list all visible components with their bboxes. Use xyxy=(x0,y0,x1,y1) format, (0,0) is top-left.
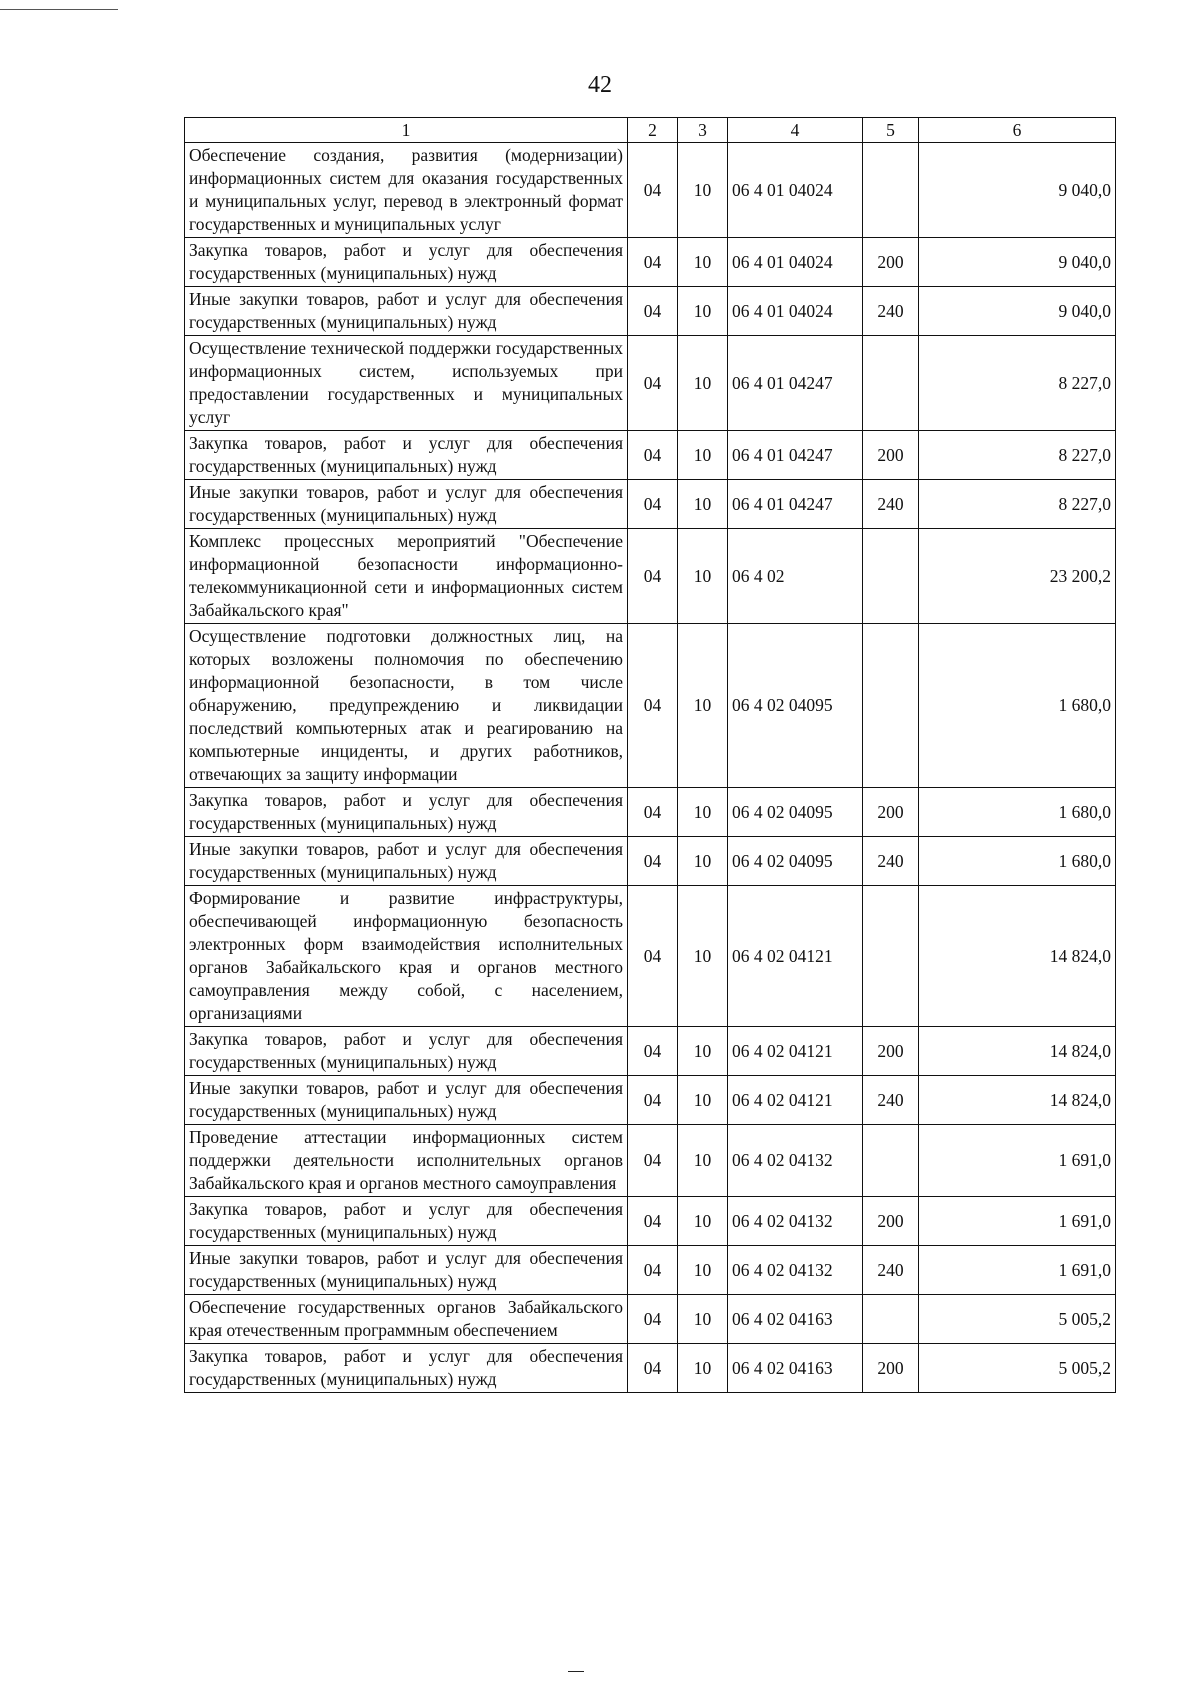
cell-expense-type: 200 xyxy=(863,1197,919,1246)
cell-expense-type xyxy=(863,1125,919,1197)
table-header-row xyxy=(185,118,1116,143)
cell-target-article: 06 4 02 04095 xyxy=(728,624,863,788)
cell-subsection: 10 xyxy=(678,143,728,238)
cell-expense-type: 200 xyxy=(863,1027,919,1076)
cell-expense-type: 200 xyxy=(863,1344,919,1393)
cell-subsection: 10 xyxy=(678,480,728,529)
cell-target-article: 06 4 02 04163 xyxy=(728,1344,863,1393)
cell-target-article: 06 4 02 04121 xyxy=(728,886,863,1027)
table-row xyxy=(185,837,1116,886)
table-row xyxy=(185,886,1116,1027)
cell-name: Закупка товаров, работ и услуг для обеспечения государственных (муниципальных) нужд xyxy=(185,788,628,837)
cell-name: Закупка товаров, работ и услуг для обеспечения государственных (муниципальных) нужд xyxy=(185,431,628,480)
cell-subsection: 10 xyxy=(678,886,728,1027)
cell-section: 04 xyxy=(628,287,678,336)
cell-amount: 1 691,0 xyxy=(919,1197,1116,1246)
cell-section: 04 xyxy=(628,624,678,788)
cell-name: Комплекс процессных мероприятий "Обеспечение информационной безопасности информационно-телекоммуникационной сети и информационных систем Забайкальского края" xyxy=(185,529,628,624)
cell-section: 04 xyxy=(628,1344,678,1393)
header-col-3: 3 xyxy=(678,118,728,143)
cell-subsection: 10 xyxy=(678,1197,728,1246)
cell-section: 04 xyxy=(628,143,678,238)
cell-expense-type xyxy=(863,336,919,431)
cell-amount: 14 824,0 xyxy=(919,886,1116,1027)
cell-expense-type xyxy=(863,1295,919,1344)
cell-amount: 1 680,0 xyxy=(919,624,1116,788)
cell-section: 04 xyxy=(628,431,678,480)
cell-name: Иные закупки товаров, работ и услуг для обеспечения государственных (муниципальных) нужд xyxy=(185,1076,628,1125)
table-row xyxy=(185,238,1116,287)
cell-subsection: 10 xyxy=(678,287,728,336)
cell-subsection: 10 xyxy=(678,1125,728,1197)
table-row xyxy=(185,1246,1116,1295)
cell-amount: 8 227,0 xyxy=(919,336,1116,431)
table-row xyxy=(185,1344,1116,1393)
table-row xyxy=(185,287,1116,336)
cell-target-article: 06 4 01 04247 xyxy=(728,431,863,480)
cell-expense-type xyxy=(863,886,919,1027)
cell-target-article: 06 4 02 04095 xyxy=(728,788,863,837)
cell-name: Осуществление технической поддержки государственных информационных систем, используемых при предоставлении государственных и муниципальных услуг xyxy=(185,336,628,431)
cell-name: Иные закупки товаров, работ и услуг для обеспечения государственных (муниципальных) нужд xyxy=(185,480,628,529)
cell-name: Обеспечение создания, развития (модернизации) информационных систем для оказания государственных и муниципальных услуг, перевод в электронный формат государственных и муниципальных услуг xyxy=(185,143,628,238)
cell-name: Закупка товаров, работ и услуг для обеспечения государственных (муниципальных) нужд xyxy=(185,1197,628,1246)
cell-target-article: 06 4 02 04095 xyxy=(728,837,863,886)
cell-amount: 1 691,0 xyxy=(919,1125,1116,1197)
cell-expense-type: 240 xyxy=(863,480,919,529)
cell-name: Иные закупки товаров, работ и услуг для обеспечения государственных (муниципальных) нужд xyxy=(185,1246,628,1295)
table-body xyxy=(185,143,1116,1393)
cell-subsection: 10 xyxy=(678,336,728,431)
header-col-5: 5 xyxy=(863,118,919,143)
cell-target-article: 06 4 01 04024 xyxy=(728,143,863,238)
cell-name: Закупка товаров, работ и услуг для обеспечения государственных (муниципальных) нужд xyxy=(185,1344,628,1393)
cell-section: 04 xyxy=(628,886,678,1027)
cell-subsection: 10 xyxy=(678,1246,728,1295)
cell-name: Иные закупки товаров, работ и услуг для обеспечения государственных (муниципальных) нужд xyxy=(185,837,628,886)
cell-name: Закупка товаров, работ и услуг для обеспечения государственных (муниципальных) нужд xyxy=(185,238,628,287)
bottom-dash xyxy=(568,1671,584,1672)
cell-target-article: 06 4 02 04132 xyxy=(728,1246,863,1295)
cell-amount: 1 680,0 xyxy=(919,837,1116,886)
cell-subsection: 10 xyxy=(678,624,728,788)
cell-amount: 23 200,2 xyxy=(919,529,1116,624)
cell-section: 04 xyxy=(628,1076,678,1125)
cell-section: 04 xyxy=(628,788,678,837)
table-row xyxy=(185,624,1116,788)
cell-section: 04 xyxy=(628,1246,678,1295)
table-row xyxy=(185,1076,1116,1125)
cell-amount: 5 005,2 xyxy=(919,1295,1116,1344)
cell-subsection: 10 xyxy=(678,238,728,287)
cell-expense-type: 200 xyxy=(863,431,919,480)
budget-table xyxy=(184,117,1116,1393)
cell-amount: 9 040,0 xyxy=(919,143,1116,238)
cell-target-article: 06 4 02 04121 xyxy=(728,1076,863,1125)
cell-target-article: 06 4 02 04163 xyxy=(728,1295,863,1344)
cell-expense-type: 240 xyxy=(863,837,919,886)
cell-amount: 14 824,0 xyxy=(919,1076,1116,1125)
cell-name: Формирование и развитие инфраструктуры, обеспечивающей информационную безопасность электронных форм взаимодействия исполнительных органов Забайкальского края и органов местного самоуправления между собой, с населением, организациями xyxy=(185,886,628,1027)
cell-subsection: 10 xyxy=(678,1344,728,1393)
table-row xyxy=(185,788,1116,837)
cell-name: Проведение аттестации информационных систем поддержки деятельности исполнительных органов Забайкальского края и органов местного самоуправления xyxy=(185,1125,628,1197)
cell-expense-type: 240 xyxy=(863,287,919,336)
cell-name: Осуществление подготовки должностных лиц, на которых возложены полномочия по обеспечению информационной безопасности, в том числе обнаружению, предупреждению и ликвидации последствий компьютерных атак и реагированию на компьютерные инциденты, и других работников, отвечающих за защиту информации xyxy=(185,624,628,788)
cell-target-article: 06 4 01 04024 xyxy=(728,238,863,287)
cell-amount: 5 005,2 xyxy=(919,1344,1116,1393)
cell-target-article: 06 4 02 04132 xyxy=(728,1197,863,1246)
table-row xyxy=(185,336,1116,431)
cell-target-article: 06 4 02 04121 xyxy=(728,1027,863,1076)
cell-expense-type xyxy=(863,143,919,238)
cell-amount: 1 680,0 xyxy=(919,788,1116,837)
cell-name: Закупка товаров, работ и услуг для обеспечения государственных (муниципальных) нужд xyxy=(185,1027,628,1076)
cell-subsection: 10 xyxy=(678,1295,728,1344)
cell-expense-type xyxy=(863,529,919,624)
cell-section: 04 xyxy=(628,1027,678,1076)
cell-subsection: 10 xyxy=(678,1076,728,1125)
header-col-2: 2 xyxy=(628,118,678,143)
cell-amount: 8 227,0 xyxy=(919,480,1116,529)
cell-target-article: 06 4 02 04132 xyxy=(728,1125,863,1197)
corner-rule-line xyxy=(0,9,118,10)
cell-expense-type: 200 xyxy=(863,238,919,287)
cell-expense-type: 240 xyxy=(863,1076,919,1125)
cell-target-article: 06 4 01 04024 xyxy=(728,287,863,336)
header-col-6: 6 xyxy=(919,118,1116,143)
cell-subsection: 10 xyxy=(678,431,728,480)
cell-name: Иные закупки товаров, работ и услуг для обеспечения государственных (муниципальных) нужд xyxy=(185,287,628,336)
table-row xyxy=(185,1125,1116,1197)
cell-expense-type: 240 xyxy=(863,1246,919,1295)
page-number: 42 xyxy=(588,72,612,98)
cell-subsection: 10 xyxy=(678,529,728,624)
table-row xyxy=(185,143,1116,238)
header-col-4: 4 xyxy=(728,118,863,143)
cell-section: 04 xyxy=(628,1125,678,1197)
cell-subsection: 10 xyxy=(678,837,728,886)
cell-expense-type: 200 xyxy=(863,788,919,837)
cell-name: Обеспечение государственных органов Забайкальского края отечественным программным обеспечением xyxy=(185,1295,628,1344)
cell-amount: 1 691,0 xyxy=(919,1246,1116,1295)
cell-section: 04 xyxy=(628,837,678,886)
cell-target-article: 06 4 01 04247 xyxy=(728,480,863,529)
table-row xyxy=(185,480,1116,529)
cell-amount: 9 040,0 xyxy=(919,287,1116,336)
cell-target-article: 06 4 01 04247 xyxy=(728,336,863,431)
cell-expense-type xyxy=(863,624,919,788)
table-row xyxy=(185,431,1116,480)
cell-amount: 8 227,0 xyxy=(919,431,1116,480)
cell-subsection: 10 xyxy=(678,1027,728,1076)
cell-amount: 14 824,0 xyxy=(919,1027,1116,1076)
table-row xyxy=(185,1027,1116,1076)
cell-section: 04 xyxy=(628,336,678,431)
header-col-1: 1 xyxy=(185,118,628,143)
table-row xyxy=(185,1295,1116,1344)
cell-target-article: 06 4 02 xyxy=(728,529,863,624)
cell-amount: 9 040,0 xyxy=(919,238,1116,287)
cell-section: 04 xyxy=(628,1197,678,1246)
cell-section: 04 xyxy=(628,529,678,624)
cell-section: 04 xyxy=(628,1295,678,1344)
table-row xyxy=(185,529,1116,624)
table-row xyxy=(185,1197,1116,1246)
cell-section: 04 xyxy=(628,480,678,529)
cell-subsection: 10 xyxy=(678,788,728,837)
cell-section: 04 xyxy=(628,238,678,287)
